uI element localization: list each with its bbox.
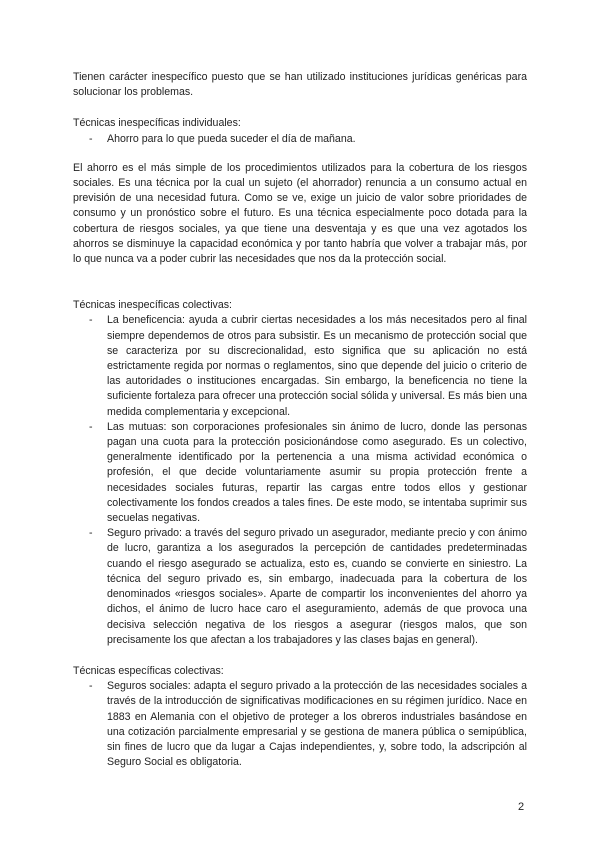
dash-bullet: - bbox=[89, 680, 93, 693]
individual-techniques-list bbox=[73, 132, 527, 147]
collective-techniques-list bbox=[73, 313, 527, 647]
dash-bullet: - bbox=[89, 314, 93, 327]
dash-bullet: - bbox=[89, 420, 93, 433]
list-item-mutuas: - Las mutuas: son corporaciones profesionales sin ánimo de lucro, donde las personas pagan una cuota para la protección posicionándose como asegurado. Es un colectivo, generalmente identificado por la pertenencia a una misma actividad económica o profesión, el que decide voluntariamente asumir su propia protección frente a necesidades sociales futuras, repartir las cargas entre todos ellos y gestionar colectivamente los fondos creados a tales fines. De este modo, se intentaba suprimir sus secuelas negativas. bbox=[89, 420, 527, 525]
intro-paragraph: Tienen carácter inespecífico puesto que se han utilizado instituciones jurídicas genéricas para solucionar los problemas. bbox=[73, 71, 527, 99]
section-heading-collective: Técnicas inespecíficas colectivas: bbox=[73, 299, 232, 312]
section-heading-individual: Técnicas inespecíficas individuales: bbox=[73, 117, 241, 130]
list-item-ahorro: - Ahorro para lo que pueda suceder el día de mañana. bbox=[73, 132, 527, 147]
list-item-seguros-sociales: - Seguros sociales: adapta el seguro privado a la protección de las necesidades sociales a través de la introducción de significativas modificaciones en su régimen jurídico. Nace en 1883 en Alemania con el objetivo de proteger a los obreros industriales basándose en una cotización parcialmente empresarial y se gestiona de manera pública o semipública, sin fines de lucro que da lugar a Cajas independientes, y, sobre todo, la adscripción al Seguro Social es obligatoria. bbox=[89, 680, 527, 769]
page-number: 2 bbox=[518, 801, 525, 813]
specific-techniques-list bbox=[73, 679, 527, 770]
document-body bbox=[73, 70, 527, 770]
list-item-seguro-privado: - Seguro privado: a través del seguro privado un asegurador, mediante precio y con ánimo de lucro, garantiza a los asegurados la percepción de cantidades predeterminadas cuando el riesgo asegurado se actualiza, esto es, cuando se convierte en siniestro. La técnica del seguro privado es, sin embargo, inadecuada para la cobertura de los denominados «riesgos sociales». Aparte de compartir los inconvenientes del ahorro ya dichos, el ánimo de lucro hace caro el aseguramiento, además de que provoca una decisiva selección negativa de los riesgos a asegurar (riesgos malos, que son precisamente los que afectan a los trabajadores y las clases bajas en general). bbox=[89, 527, 527, 646]
savings-paragraph: El ahorro es el más simple de los procedimientos utilizados para la cobertura de los riesgos sociales. Es una técnica por la cual un sujeto (el ahorrador) renuncia a un consumo actual en previsión de una necesidad futura. Como se ve, exige un juicio de valor sobre prioridades de consumo y un pronóstico sobre el futuro. Es una técnica especialmente poco dotada para la cobertura de riesgos sociales, ya que tiene una desventaja y es que una vez agotados los ahorros se disminuye la capacidad económica y por tanto habría que volver a trabajar más, por lo que nunca va a poder cubrir las necesidades que nos da la protección social. bbox=[73, 161, 527, 266]
dash-bullet: - bbox=[89, 132, 93, 145]
list-item-beneficencia: - La beneficencia: ayuda a cubrir ciertas necesidades a los más necesitados pero al final siempre dependemos de otros para subsistir. Es un mecanismo de protección social que se caracteriza por su discrecionalidad, esto significa que su aplicación no está estrictamente regida por normas o reglamentos, sino que depende del juicio o criterio de las autoridades o instituciones encargadas. Sin embargo, la beneficencia no tiene la suficiente fortaleza para ofrecer una protección social sólida y universal. Es más bien una medida complementaria y excepcional. bbox=[89, 314, 527, 418]
section-heading-specific: Técnicas específicas colectivas: bbox=[73, 664, 224, 677]
dash-bullet: - bbox=[89, 527, 93, 540]
